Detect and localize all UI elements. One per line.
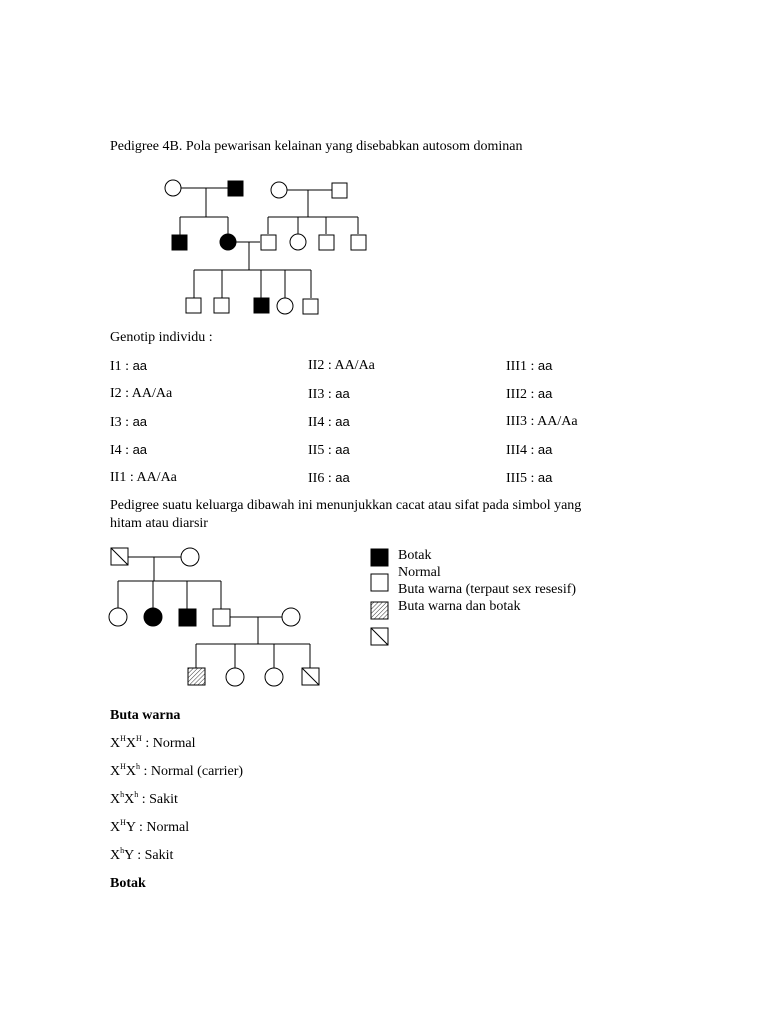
pedigree1-title: Pedigree 4B. Pola pewarisan kelainan yang disebabkan autosom dominan: [110, 139, 523, 154]
botak-heading: Botak: [110, 876, 146, 891]
buta-warna-heading: Buta warna: [110, 708, 181, 723]
genotype-cell: III1 : aa: [506, 358, 553, 374]
legend-bald-swatch: [371, 549, 388, 566]
genotype-cell: II1 : AA/Aa: [110, 470, 177, 485]
female-normal-symbol: [265, 668, 283, 686]
genotype-row: $X^hY$ : Sakit: [110, 846, 174, 863]
genotype-cell: III2 : aa: [506, 386, 553, 402]
genotype-row: $X^hX^h$ : Sakit: [110, 790, 178, 807]
male-colorblind-bald-symbol: [188, 668, 205, 685]
legend-normal-swatch: [371, 574, 388, 591]
genotype-heading: Genotip individu :: [110, 330, 213, 345]
legend-colorblind-label: Buta warna (terpaut sex resesif): [398, 582, 577, 597]
female-normal-symbol: [109, 608, 127, 626]
female-bald-symbol: [144, 608, 162, 626]
genotype-cell: III4 : aa: [506, 442, 553, 458]
genotype-cell: II4 : aa: [308, 414, 350, 430]
intro-line: hitam atau diarsir: [110, 516, 208, 531]
genotype-row: $X^HX^h$ : Normal (carrier): [110, 762, 244, 779]
genotype-cell: I2 : AA/Aa: [110, 386, 173, 401]
genotype-cell: I4 : aa: [110, 442, 148, 458]
genotype-cell: II6 : aa: [308, 470, 350, 486]
legend-normal-label: Normal: [398, 565, 441, 580]
genotype-cell: II3 : aa: [308, 386, 350, 402]
genotype-row: $X^HX^H$ : Normal: [110, 734, 196, 751]
male-normal-symbol: [213, 609, 230, 626]
genotype-cell: I1 : aa: [110, 358, 148, 374]
legend-bald-label: Botak: [398, 548, 432, 563]
legend-colorblind-bald-label: Buta warna dan botak: [398, 599, 521, 614]
legend-colorblind-bald-swatch: [371, 602, 388, 619]
genotype-cell: II5 : aa: [308, 442, 350, 458]
female-normal-symbol: [181, 548, 199, 566]
genotype-cell: III3 : AA/Aa: [506, 414, 578, 429]
genotype-row: $X^HY$ : Normal: [110, 818, 190, 835]
genotype-cell: III5 : aa: [506, 470, 553, 486]
genotype-cell: I3 : aa: [110, 414, 148, 430]
genotype-cell: II2 : AA/Aa: [308, 358, 375, 373]
intro-line: Pedigree suatu keluarga dibawah ini menunjukkan cacat atau sifat pada simbol yang: [110, 498, 582, 513]
female-normal-symbol: [226, 668, 244, 686]
female-normal-symbol: [282, 608, 300, 626]
male-bald-symbol: [179, 609, 196, 626]
